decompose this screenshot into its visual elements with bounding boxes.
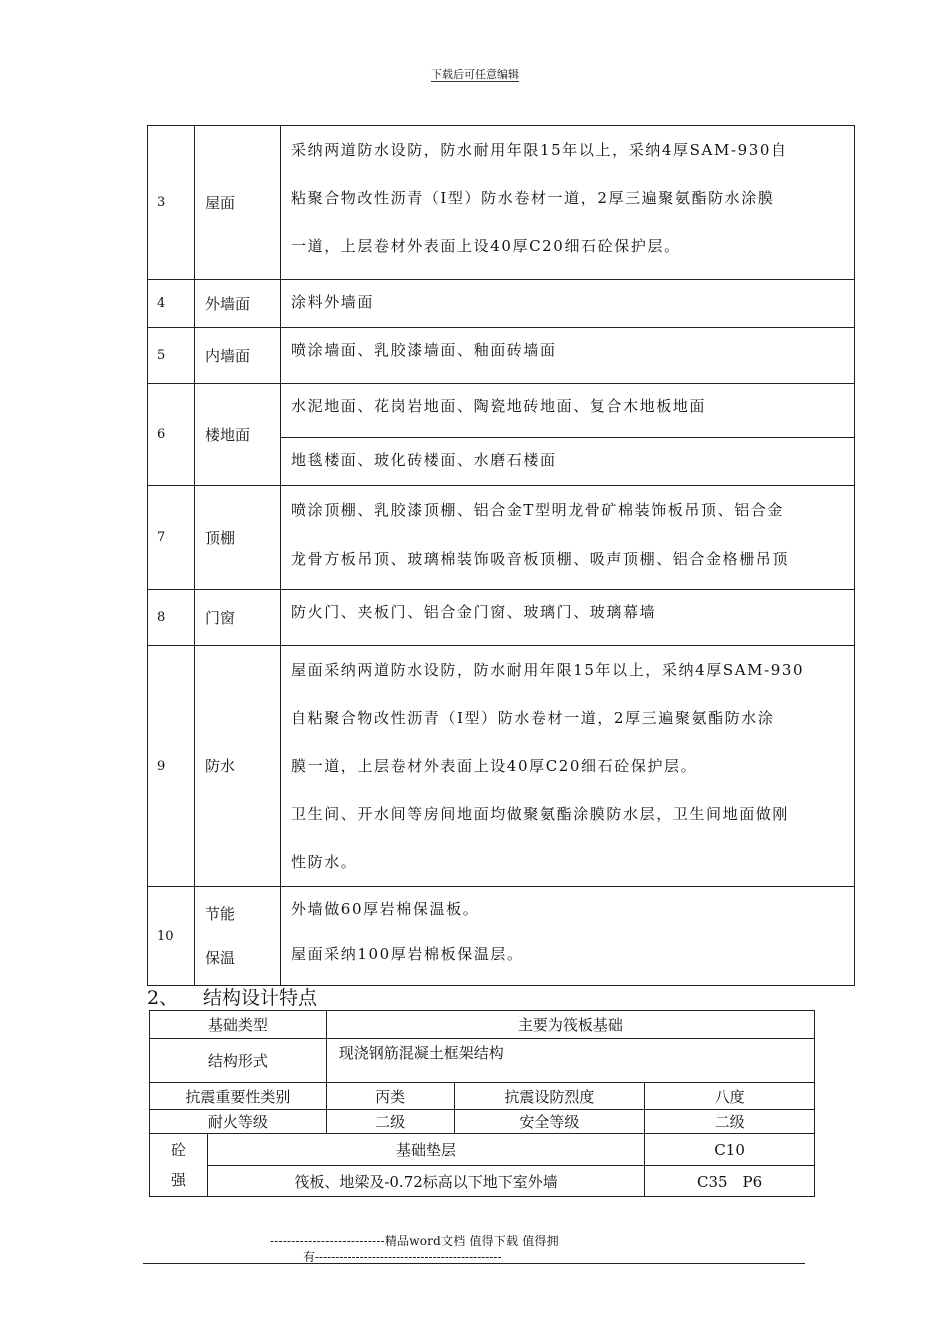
section-title: 结构设计特点 [203,987,318,1009]
row-number: 5 [148,328,195,384]
footer-line: 有---------------------------------------------- [303,1250,502,1264]
concrete-grade: C35 P6 [645,1166,815,1197]
seismic-class-value: 丙类 [326,1083,454,1110]
description-line: 性防水。 [291,853,358,871]
concrete-grade-label: 砼 强 [150,1134,208,1197]
description-line: 屋面采纳两道防水设防，防水耐用年限15年以上，采纳4厚SAM-930 [291,661,805,679]
table-row [150,1083,815,1110]
row-item-name: 屋面 [195,126,281,280]
row-item-name: 楼地面 [195,384,281,486]
foundation-type-value: 主要为筏板基础 [326,1011,814,1039]
description-line: 涂料外墙面 [291,293,375,311]
description-line: 屋面采纳100厚岩棉板保温层。 [291,945,524,963]
description-line: 喷涂顶棚、乳胶漆顶棚、铝合金T型明龙骨矿棉装饰板吊顶、铝合金 [291,501,785,519]
concrete-item: 基础垫层 [207,1134,644,1166]
footer-line: ---------------------------精品word文档 值得下载 值得拥 [270,1234,559,1248]
description-line: 喷涂墙面、乳胶漆墙面、釉面砖墙面 [291,341,557,359]
row-number: 6 [148,384,195,486]
row-item-name: 外墙面 [195,280,281,328]
row-description [281,328,855,384]
row-number: 10 [148,887,195,986]
table-row [148,590,855,646]
description-line: 一道，上层卷材外表面上设40厚C20细石砼保护层。 [291,237,681,255]
table-row [148,384,855,438]
row-description [281,887,855,986]
row-item-name: 内墙面 [195,328,281,384]
row-item-name: 节能 保温 [195,887,281,986]
row-number: 4 [148,280,195,328]
description-line: 卫生间、开水间等房间地面均做聚氨酯涂膜防水层，卫生间地面做刚 [291,805,790,823]
row-number: 8 [148,590,195,646]
table-row [148,646,855,887]
structure-form-value: 现浇钢筋混凝土框架结构 [326,1039,814,1083]
description-line: 粘聚合物改性沥青（Ⅰ型）防水卷材一道，2厚三遍聚氨酯防水涂膜 [291,189,775,207]
seismic-intensity-value: 八度 [645,1083,815,1110]
row-number: 9 [148,646,195,887]
description-line: 膜一道，上层卷材外表面上设40厚C20细石砼保护层。 [291,757,698,775]
table-row [150,1134,815,1166]
foundation-type-label: 基础类型 [150,1011,327,1039]
description-line: 地毯楼面、玻化砖楼面、水磨石楼面 [291,451,557,469]
building-spec-table [147,125,855,986]
table-row [150,1110,815,1134]
description-line: 水泥地面、花岗岩地面、陶瓷地砖地面、复合木地板地面 [291,397,707,415]
row-description [281,280,855,328]
row-item-name: 顶棚 [195,486,281,590]
table-row [150,1011,815,1039]
header-note: 下载后可任意编辑 [431,68,519,81]
description-line: 龙骨方板吊顶、玻璃棉装饰吸音板顶棚、吸声顶棚、铝合金格栅吊顶 [291,550,790,569]
structure-form-label: 结构形式 [150,1039,327,1083]
row-number: 3 [148,126,195,280]
seismic-intensity-label: 抗震设防烈度 [454,1083,645,1110]
row-description [281,384,855,438]
description-line: 采纳两道防水设防，防水耐用年限15年以上，采纳4厚SAM-930自 [291,141,788,159]
row-description [281,486,855,590]
footer-rule [143,1263,805,1264]
row-description [281,590,855,646]
structure-table [149,1010,815,1197]
table-row [148,328,855,384]
row-item-name: 门窗 [195,590,281,646]
safety-rating-value: 二级 [645,1110,815,1134]
table-row [150,1166,815,1197]
row-number: 7 [148,486,195,590]
row-description [281,438,855,486]
section-number: 2、 [147,987,179,1009]
row-description [281,126,855,280]
fire-rating-value: 二级 [326,1110,454,1134]
description-line: 防火门、夹板门、铝合金门窗、玻璃门、玻璃幕墙 [291,603,657,621]
description-line: 外墙做60厚岩棉保温板。 [291,900,480,918]
fire-rating-label: 耐火等级 [150,1110,327,1134]
table-row [148,887,855,986]
concrete-item: 筏板、地梁及-0.72标高以下地下室外墙 [207,1166,644,1197]
table-row [150,1039,815,1083]
section-heading [147,985,317,1011]
row-item-name: 防水 [195,646,281,887]
table-row [148,126,855,280]
concrete-grade: C10 [645,1134,815,1166]
table-row [148,486,855,590]
table-row [148,280,855,328]
safety-rating-label: 安全等级 [454,1110,645,1134]
description-line: 自粘聚合物改性沥青（Ⅰ型）防水卷材一道，2厚三遍聚氨酯防水涂 [291,709,775,727]
seismic-class-label: 抗震重要性类别 [150,1083,327,1110]
row-description [281,646,855,887]
